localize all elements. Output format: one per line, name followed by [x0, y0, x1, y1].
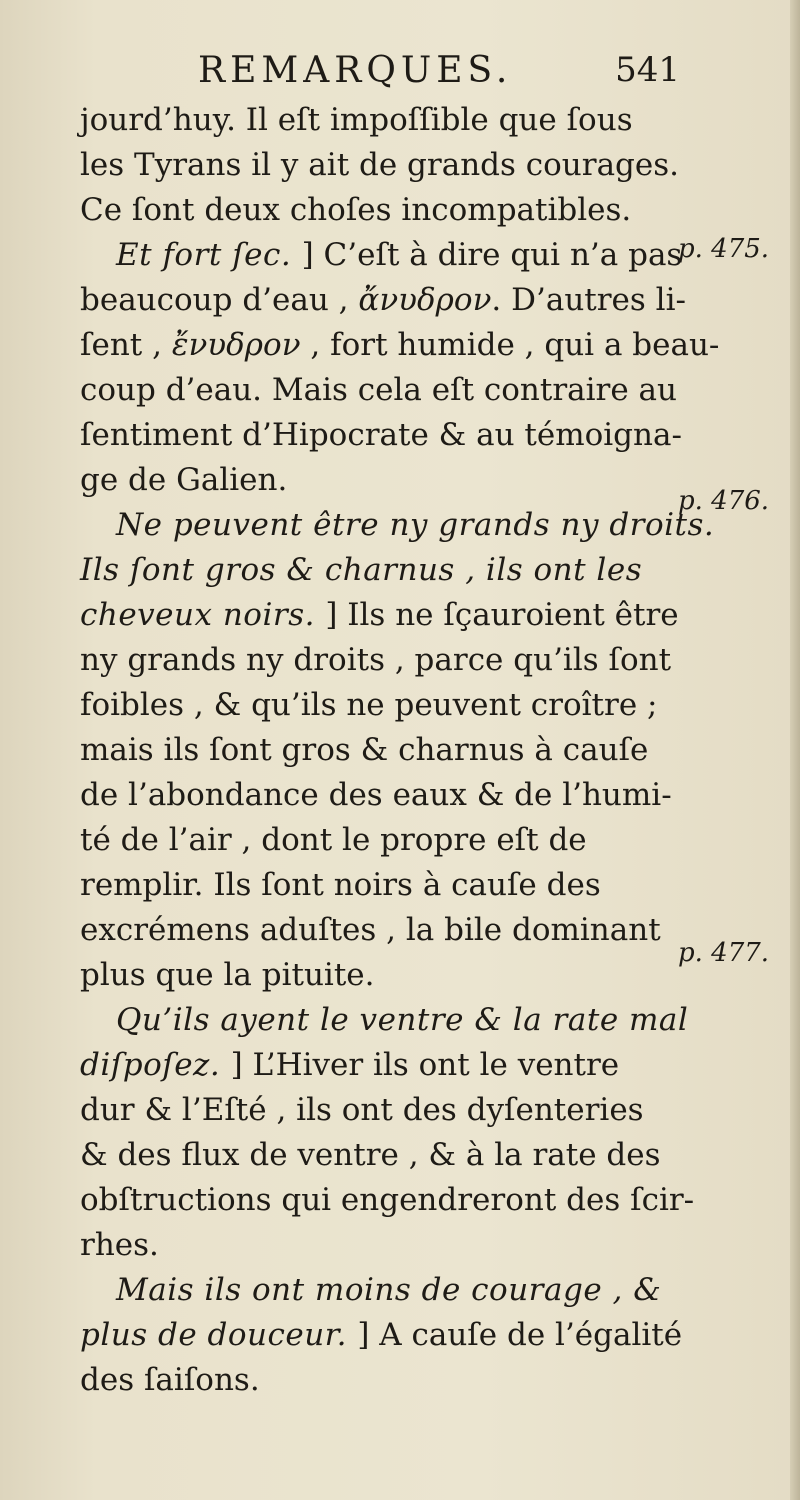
- lemma: diſpoſez.: [80, 1047, 231, 1083]
- text-line: ſent , ἔνυδρον , fort humide , qui a beau-: [80, 327, 720, 363]
- text-line: Ce ſont deux choſes incompatibles.: [80, 192, 632, 228]
- text-line: jourd’huy. Il eſt impoſſible que ſous: [80, 102, 633, 138]
- text-line: [80, 503, 715, 548]
- lemma: Ne peuvent être ny grands ny droits.: [116, 507, 715, 543]
- paragraph-1: [80, 98, 680, 233]
- body-text: [80, 98, 720, 1403]
- lemma: Qu’ils ayent le ventre & la rate mal: [116, 1002, 689, 1038]
- text-line: obſtructions qui engendreront des ſcir-: [80, 1182, 695, 1218]
- text-line: plus de douceur. ] A cauſe de l’égalité: [80, 1317, 683, 1353]
- paragraph-5: [80, 1268, 683, 1403]
- text-line: ge de Galien.: [80, 462, 288, 498]
- text-line: mais ils ſont gros & charnus à cauſe: [80, 732, 649, 768]
- text-line: les Tyrans il y ait de grands courages.: [80, 147, 680, 183]
- paragraph-2: [80, 233, 720, 503]
- lemma: Ils ſont gros & charnus , ils ont les: [80, 552, 643, 588]
- margin-note: p. 477.: [678, 938, 770, 968]
- page-number: 541: [615, 50, 680, 90]
- text-line: ny grands ny droits , parce qu’ils ſont: [80, 642, 672, 678]
- text-line: excrémens aduſtes , la bile dominant: [80, 912, 661, 948]
- text-line: cheveux noirs. ] Ils ne ſçauroient être: [80, 597, 679, 633]
- lemma: Et fort ſec.: [116, 237, 302, 273]
- text-line: dur & l’Eſté , ils ont des dyſenteries: [80, 1092, 644, 1128]
- page-edge: [790, 0, 800, 1500]
- text-line: beaucoup d’eau , ἄνυδρον. D’autres li-: [80, 282, 686, 318]
- text-line: té de l’air , dont le propre eſt de: [80, 822, 587, 858]
- text-line: des ſaiſons.: [80, 1362, 260, 1398]
- margin-note: p. 476.: [678, 486, 770, 516]
- text-line: foibles , & qu’ils ne peuvent croître ;: [80, 687, 658, 723]
- paragraph-4: [80, 998, 695, 1268]
- text-line: ſentiment d’Hipocrate & au témoigna-: [80, 417, 682, 453]
- text-line: coup d’eau. Mais cela eſt contraire au: [80, 372, 678, 408]
- text-line: plus que la pituite.: [80, 957, 375, 993]
- margin-note: p. 475.: [678, 234, 770, 264]
- running-head: REMARQUES.: [198, 50, 513, 91]
- page-header: [80, 50, 680, 94]
- lemma: Mais ils ont moins de courage , &: [116, 1272, 662, 1308]
- text-line: diſpoſez. ] L’Hiver ils ont le ventre: [80, 1047, 620, 1083]
- text-line: remplir. Ils ſont noirs à cauſe des: [80, 867, 601, 903]
- lemma: cheveux noirs.: [80, 597, 326, 633]
- text-line: [80, 548, 680, 593]
- text-line: & des flux de ventre , & à la rate des: [80, 1137, 661, 1173]
- text-line: [80, 998, 689, 1043]
- paragraph-3: [80, 503, 715, 998]
- greek-word: ἄνυδρον: [358, 282, 492, 318]
- text-line: [80, 1268, 680, 1313]
- text-line: rhes.: [80, 1227, 159, 1263]
- text-line: Et fort ſec. ] C’eſt à dire qui n’a pas: [116, 237, 683, 273]
- text-line: de l’abondance des eaux & de l’humi-: [80, 777, 672, 813]
- lemma: plus de douceur.: [80, 1317, 358, 1353]
- greek-word: ἔνυδρον: [171, 327, 301, 363]
